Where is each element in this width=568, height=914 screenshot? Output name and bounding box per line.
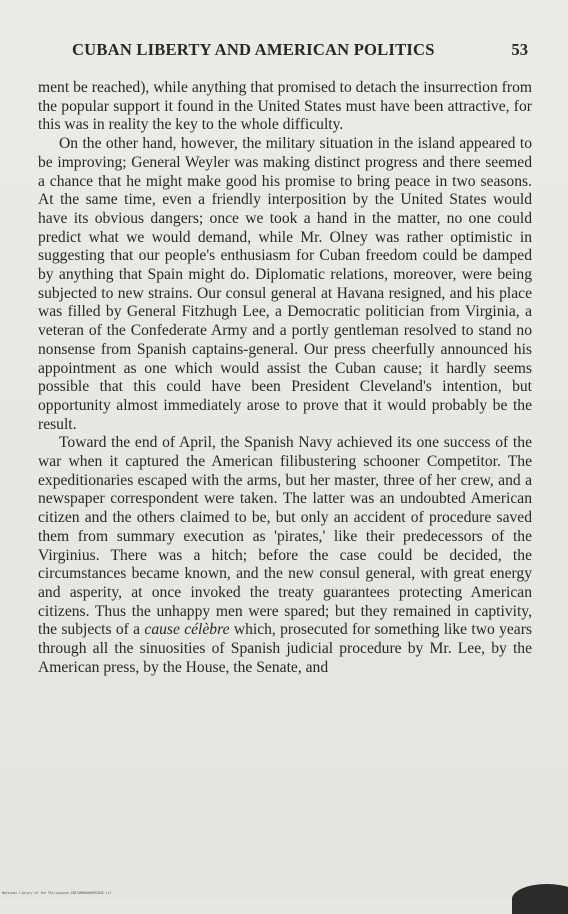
paragraph-text-end: which, prosecuted for something like two years through all the sinuosities of Spanish judicial procedure by Mr. Lee, by the American press, by the House, the Senate, and [38,621,532,676]
italic-phrase: cause célèbre [144,621,230,639]
body-text [38,79,532,678]
library-stamp: National Library of the Philippines ENTSOMDOOOOPDSDGE Lil [2,891,112,895]
paragraph-continued: ment be reached), while anything that promised to detach the insurrection from the popular support it found in the United States must have been attractive, for this was in reality the key to the whole difficulty. [38,79,532,134]
thumb-shadow [512,884,568,914]
paragraph-military-situation: On the other hand, however, the military situation in the island appeared to be improving; General Weyler was making distinct progress and there seemed a chance that he might make good his promise to bring peace in two seasons. At the same time, even a friendly interposition by the United States would have its obvious dangers; once we took a hand in the matter, no one could predict what we would demand, while Mr. Olney was rather optimistic in suggesting that our people's enthusiasm for Cuban freedom could be damped by anything that Spain might do. Diplomatic relations, moreover, were being subjected to new strains. Our consul general at Havana resigned, and his place was filled by General Fitzhugh Lee, a Democratic politician from Virginia, a veteran of the Confederate Army and a portly gentleman resolved to stand no nonsense from Spanish captains-general. Our press cheerfully announced his appointment as one which would assist the Cuban cause; it hardly seems possible that this could have been President Cleveland's intention, but opportunity almost immediately arose to prove that it would probably be the result. [38,135,532,433]
running-head [38,40,532,64]
paragraph-competitor-capture [38,434,532,677]
running-title: CUBAN LIBERTY AND AMERICAN POLITICS [72,40,435,59]
page-number: 53 [511,40,528,59]
paragraph-text-start: Toward the end of April, the Spanish Navy achieved its one success of the war when it captured the American filibustering schooner Competitor. The expeditionaries escaped with the arms, but her master, three of her crew, and a newspaper correspondent were taken. The latter was an undoubted American citizen and the others claimed to be, but only an accident of procedure saved them from summary execution as 'pirates,' like their predecessors of the Virginius. There was a hitch; before the case could be decided, the circumstances became known, and the new consul general, with great energy and asperity, at once invoked the treaty guarantees protecting American citizens. Thus the unhappy men were spared; but they remained in captivity, the subjects of a [38,434,532,639]
